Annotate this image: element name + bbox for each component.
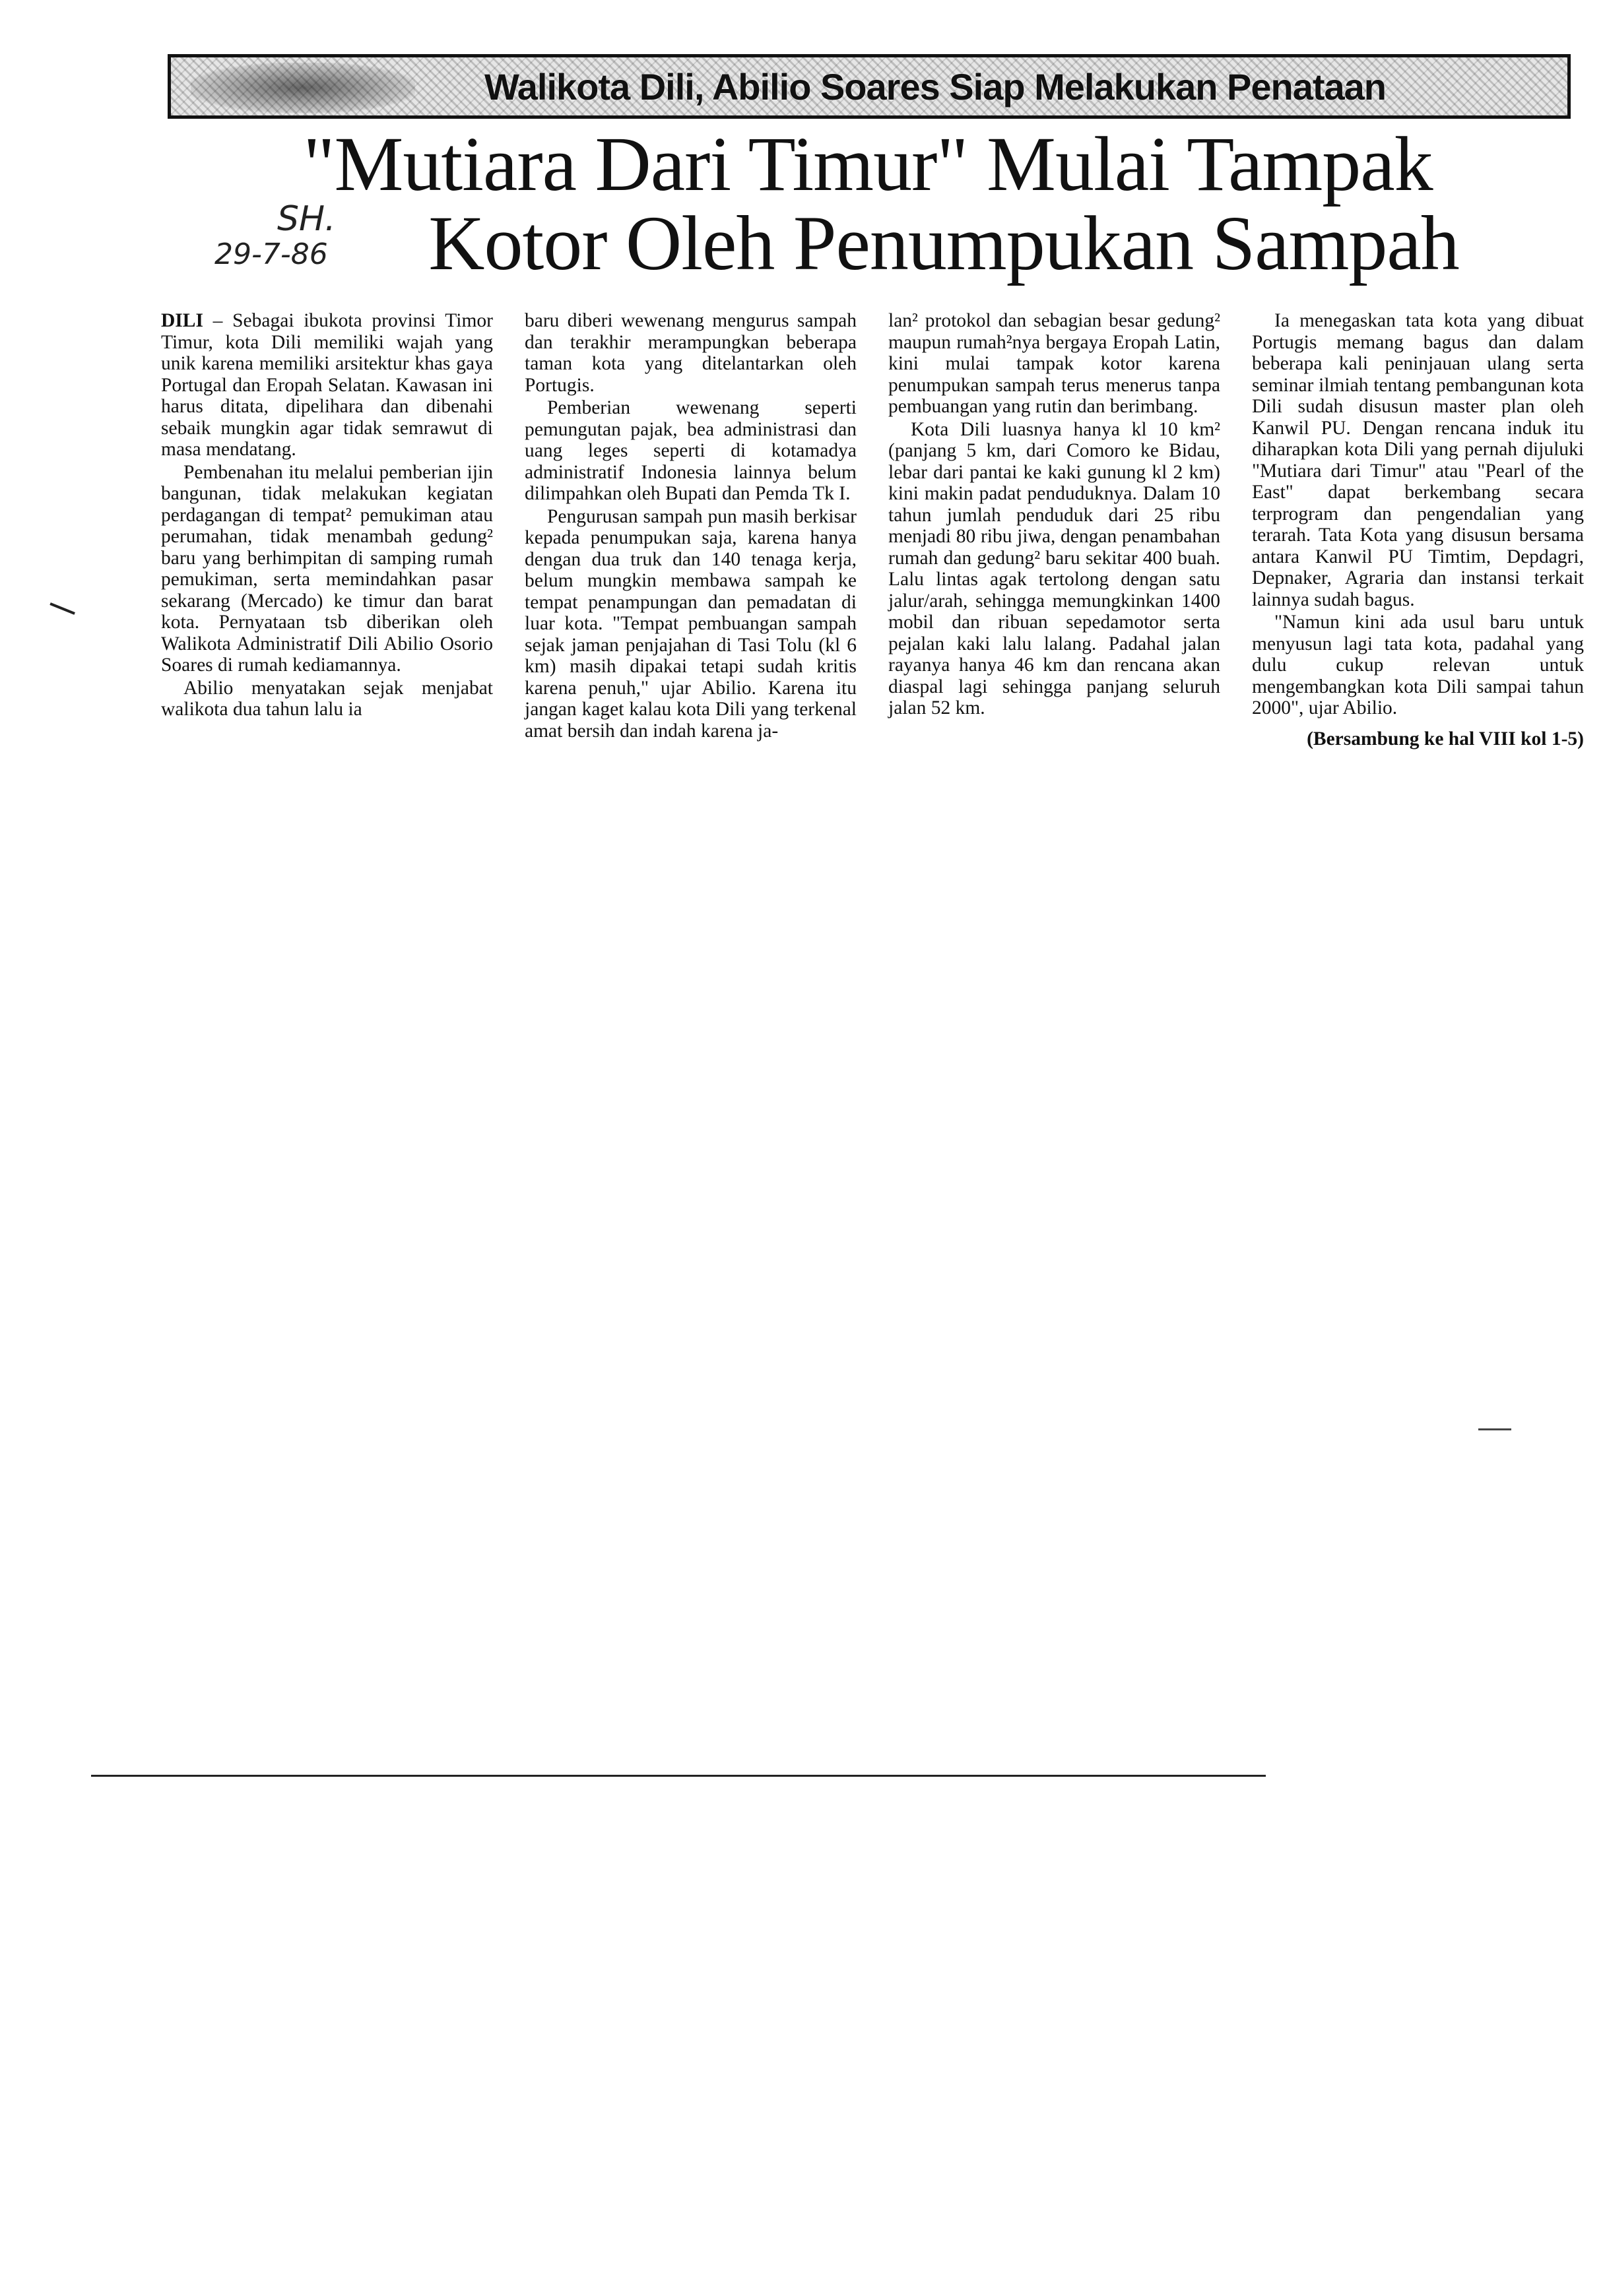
article-body bbox=[161, 310, 1584, 891]
headline-line-1: "Mutiara Dari Timur" Mulai Tampak bbox=[303, 121, 1433, 207]
scan-edge-line bbox=[91, 1775, 1266, 1777]
kicker-banner bbox=[168, 54, 1571, 119]
paragraph: baru diberi wewenang mengurus sampah dan terakhir merampungkan beberapa taman kota yang ditelantarkan oleh Portugis. bbox=[525, 310, 857, 396]
handwritten-date: 29-7-86 bbox=[214, 238, 328, 271]
paragraph: Kota Dili luasnya hanya kl 10 km² (panjang 5 km, dari Comoro ke Bidau, lebar dari pantai ke kaki gunung kl 2 km) kini makin padat penduduknya. Dalam 10 tahun jumlah penduduk dari 25 ribu menjadi 80 ribu jiwa, dengan penambahan rumah dan gedung² baru sekitar 400 buah. Lalu lintas agak tertolong dengan satu jalur/arah, sehingga memungkinkan 1400 mobil dan ribuan sepedamotor serta pejalan kaki lalu lalang. Padahal jalan rayanya hanya 46 km dan rencana akan diaspal lagi sehingga panjang seluruh jalan 52 km. bbox=[888, 418, 1220, 718]
paragraph: Pembenahan itu melalui pemberian ijin bangunan, tidak melakukan kegiatan perdagangan di tempat² pemukiman atau perumahan, tidak menambah gedung² baru yang berhimpitan di samping rumah pemukiman, serta memindahkan pasar sekarang (Mercado) ke timur dan barat kota. Pernyataan tsb diberikan oleh Walikota Administratif Dili Abilio Osorio Soares di rumah kediamannya. bbox=[161, 461, 493, 676]
article-column-4 bbox=[1252, 310, 1584, 891]
paragraph: Pemberian wewenang seperti pemungutan pajak, bea administrasi dan uang leges seperti di kotamadya administratif Indonesia lainnya belum dilimpahkan oleh Bupati dan Pemda Tk I. bbox=[525, 397, 857, 504]
paragraph-text: – Sebagai ibukota provinsi Timor Timur, kota Dili memiliki wajah yang unik karena memiliki arsitektur khas gaya Portugal dan Eropah Selatan. Kawasan ini harus ditata, dipelihara dan dibenahi sebaik mungkin agar tidak semrawut di masa mendatang. bbox=[161, 310, 493, 460]
article-column-2 bbox=[525, 310, 857, 891]
handwritten-initials: SH. bbox=[277, 199, 336, 239]
paragraph: Pengurusan sampah pun masih berkisar kepada penumpukan saja, karena hanya dengan dua truk dan 140 tenaga kerja, belum mungkin membawa sampah ke tempat penampungan dan pemadatan di luar kota. "Tempat pembuangan sampah sejak jaman penjajahan di Tasi Tolu (kl 6 km) masih dipakai tetapi sudah kritis karena penuh," ujar Abilio. Karena itu jangan kaget kalau kota Dili yang terkenal amat bersih dan indah karena ja- bbox=[525, 505, 857, 742]
continuation-note: (Bersambung ke hal VIII kol 1-5) bbox=[1307, 728, 1584, 749]
paragraph bbox=[161, 310, 493, 461]
paragraph: "Namun kini ada usul baru untuk menyusun lagi tata kota, padahal yang dulu cukup relevan untuk mengembangkan kota Dili sampai tahun 2000", ujar Abilio. bbox=[1252, 612, 1584, 718]
print-smudge bbox=[191, 63, 415, 113]
article-column-1 bbox=[161, 310, 493, 891]
kicker-text: Walikota Dili, Abilio Soares Siap Melakukan Penataan bbox=[484, 65, 1387, 108]
stray-mark bbox=[1478, 1428, 1511, 1430]
paragraph: Abilio menyatakan sejak menjabat walikota dua tahun lalu ia bbox=[161, 677, 493, 720]
newspaper-clipping bbox=[152, 40, 1584, 884]
margin-pen-mark bbox=[46, 602, 75, 623]
paragraph: Ia menegaskan tata kota yang dibuat Portugis memang bagus dan dalam beberapa kali peninjauan ulang serta seminar ilmiah tentang pembangunan kota Dili sudah disusun master plan oleh Kanwil PU. Dengan rencana induk itu diharapkan kota Dili yang pernah dijuluki "Mutiara dari Timur" atau "Pearl of the East" dapat berkembang secara terprogram dan pengendalian yang terarah. Tata Kota yang disusun bersama antara Kanwil PU Timtim, Depdagri, Depnaker, Agraria dan instansi terkait lainnya sudah bagus. bbox=[1252, 310, 1584, 610]
headline-line-2: Kotor Oleh Penumpukan Sampah bbox=[428, 200, 1459, 286]
article-column-3 bbox=[888, 310, 1220, 891]
paragraph: lan² protokol dan sebagian besar gedung² maupun rumah²nya bergaya Eropah Latin, kini mulai tampak kotor karena penumpukan sampah terus menerus tanpa pembuangan yang rutin dan berimbang. bbox=[888, 310, 1220, 417]
dateline: DILI bbox=[161, 310, 203, 331]
